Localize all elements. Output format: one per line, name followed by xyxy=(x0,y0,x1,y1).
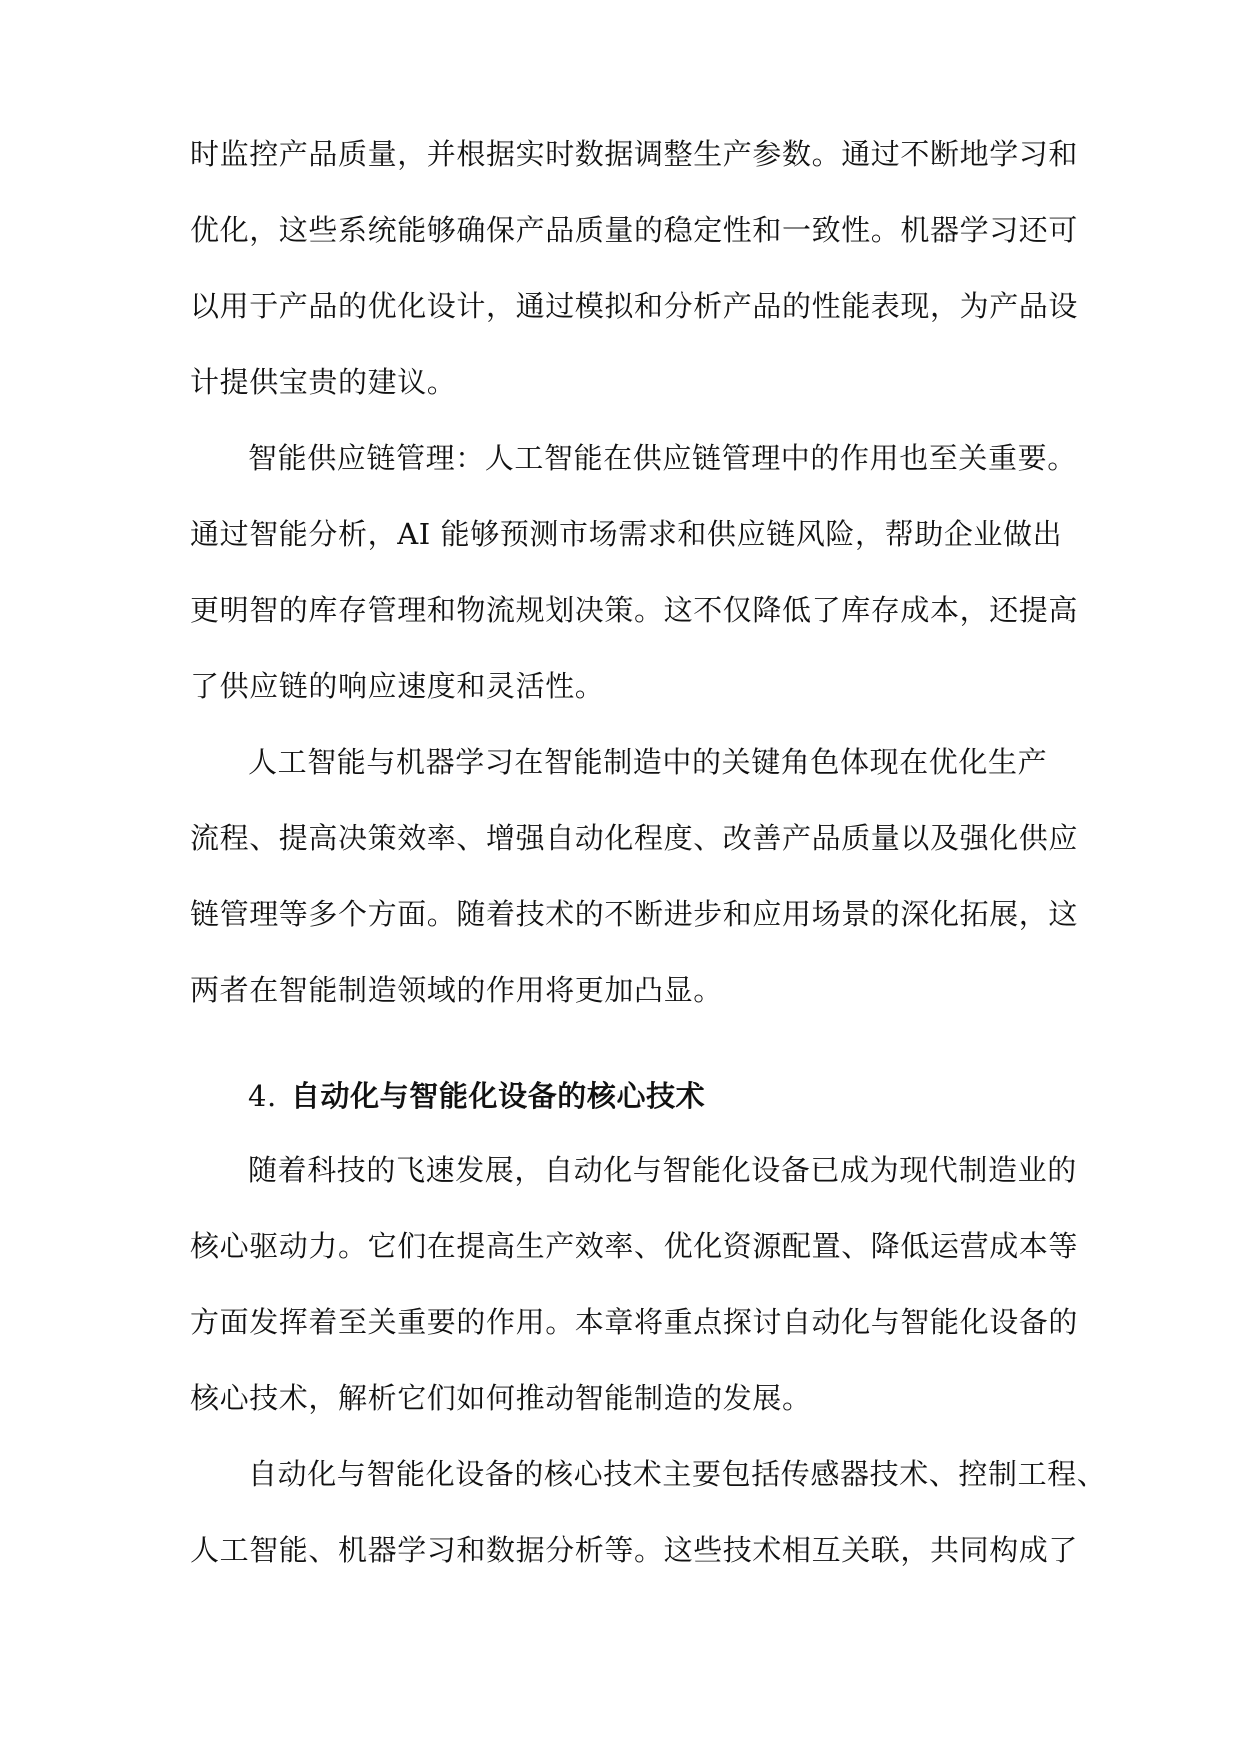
body-text-line: 时监控产品质量，并根据实时数据调整生产参数。通过不断地学习和 xyxy=(190,137,1079,171)
paragraph-first-line: 随着科技的飞速发展，自动化与智能化设备已成为现代制造业的 xyxy=(248,1153,1077,1187)
body-text-line: 方面发挥着至关重要的作用。本章将重点探讨自动化与智能化设备的 xyxy=(190,1305,1079,1339)
body-text-line: 流程、提高决策效率、增强自动化程度、改善产品质量以及强化供应 xyxy=(190,821,1079,855)
paragraph-first-line: 自动化与智能化设备的核心技术主要包括传感器技术、控制工程、 xyxy=(248,1457,1107,1491)
body-text-line: 计提供宝贵的建议。 xyxy=(190,365,457,399)
body-text-line: 通过智能分析，AI 能够预测市场需求和供应链风险，帮助企业做出 xyxy=(190,517,1063,551)
body-text-line: 优化，这些系统能够确保产品质量的稳定性和一致性。机器学习还可 xyxy=(190,213,1079,247)
section-title: 自动化与智能化设备的核心技术 xyxy=(290,1079,706,1113)
body-text-line: 以用于产品的优化设计，通过模拟和分析产品的性能表现，为产品设 xyxy=(190,289,1079,323)
section-heading xyxy=(248,1076,705,1116)
body-text-line: 核心技术，解析它们如何推动智能制造的发展。 xyxy=(190,1381,812,1415)
body-text-line: 核心驱动力。它们在提高生产效率、优化资源配置、降低运营成本等 xyxy=(190,1229,1079,1263)
body-text-line: 两者在智能制造领域的作用将更加凸显。 xyxy=(190,973,723,1007)
body-text-line: 更明智的库存管理和物流规划决策。这不仅降低了库存成本，还提高 xyxy=(190,593,1079,627)
paragraph-first-line: 智能供应链管理：人工智能在供应链管理中的作用也至关重要。 xyxy=(248,441,1077,475)
body-text-line: 链管理等多个方面。随着技术的不断进步和应用场景的深化拓展，这 xyxy=(190,897,1079,931)
section-number: 4. xyxy=(248,1079,277,1113)
body-text-line: 了供应链的响应速度和灵活性。 xyxy=(190,669,605,703)
paragraph-first-line: 人工智能与机器学习在智能制造中的关键角色体现在优化生产 xyxy=(248,745,1048,779)
body-text-line: 人工智能、机器学习和数据分析等。这些技术相互关联，共同构成了 xyxy=(190,1533,1079,1567)
